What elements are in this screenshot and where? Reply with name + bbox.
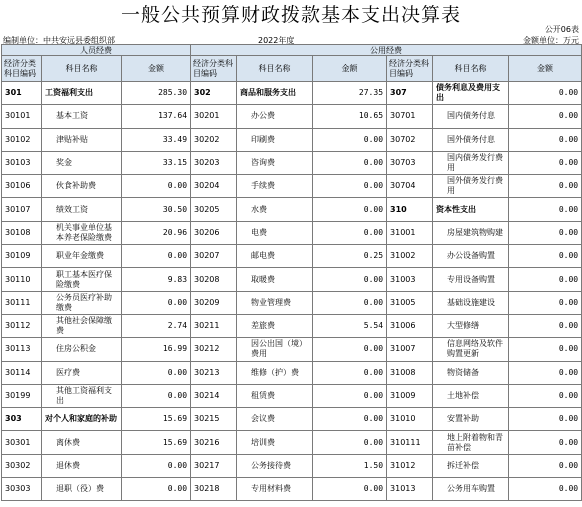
name-cell: 伙食补助费 <box>42 175 122 198</box>
name-cell: 国内债务付息 <box>433 105 509 128</box>
col-header-name: 科目名称 <box>433 56 509 82</box>
table-row <box>2 268 582 291</box>
public-header: 公用经费 <box>191 45 582 56</box>
name-cell: 土地补偿 <box>433 384 509 407</box>
name-cell: 房屋建筑物购建 <box>433 221 509 244</box>
code-cell: 30201 <box>191 105 237 128</box>
code-cell: 30218 <box>191 478 237 501</box>
code-cell: 30113 <box>2 338 42 361</box>
amount-cell: 0.00 <box>313 175 387 198</box>
col-header-name: 科目名称 <box>237 56 313 82</box>
table-row <box>2 338 582 361</box>
table-row <box>2 175 582 198</box>
money-unit: 金额单位：万元 <box>523 36 579 45</box>
amount-cell: 20.96 <box>122 221 191 244</box>
name-cell: 津贴补贴 <box>42 128 122 151</box>
amount-cell: 0.00 <box>509 175 582 198</box>
code-cell: 31010 <box>387 408 433 431</box>
name-cell: 基础设施建设 <box>433 291 509 314</box>
name-cell: 办公费 <box>237 105 313 128</box>
expenditure-table <box>1 44 582 501</box>
code-cell: 30703 <box>387 151 433 174</box>
amount-cell: 15.69 <box>122 408 191 431</box>
amount-cell: 16.99 <box>122 338 191 361</box>
code-cell: 30102 <box>2 128 42 151</box>
name-cell: 奖金 <box>42 151 122 174</box>
amount-cell: 0.00 <box>509 245 582 268</box>
name-cell: 国内债务发行费用 <box>433 151 509 174</box>
amount-cell: 0.00 <box>313 221 387 244</box>
col-header-name: 科目名称 <box>42 56 122 82</box>
amount-cell: 0.00 <box>509 82 582 105</box>
amount-cell: 27.35 <box>313 82 387 105</box>
amount-cell: 0.00 <box>122 291 191 314</box>
code-cell: 310 <box>387 198 433 221</box>
code-cell: 30702 <box>387 128 433 151</box>
name-cell: 办公设备购置 <box>433 245 509 268</box>
name-cell: 大型修缮 <box>433 314 509 337</box>
name-cell: 债务利息及费用支出 <box>433 82 509 105</box>
col-header-amount: 金额 <box>122 56 191 82</box>
code-cell: 30205 <box>191 198 237 221</box>
name-cell: 绩效工资 <box>42 198 122 221</box>
amount-cell: 9.83 <box>122 268 191 291</box>
amount-cell: 0.00 <box>122 478 191 501</box>
name-cell: 信息网络及软件购置更新 <box>433 338 509 361</box>
code-cell: 30212 <box>191 338 237 361</box>
name-cell: 专用设备购置 <box>433 268 509 291</box>
amount-cell: 0.00 <box>313 268 387 291</box>
code-cell: 30213 <box>191 361 237 384</box>
name-cell: 电费 <box>237 221 313 244</box>
name-cell: 印刷费 <box>237 128 313 151</box>
table-row <box>2 384 582 407</box>
code-cell: 30107 <box>2 198 42 221</box>
code-cell: 31007 <box>387 338 433 361</box>
amount-cell: 33.15 <box>122 151 191 174</box>
code-cell: 30112 <box>2 314 42 337</box>
amount-cell: 0.00 <box>313 408 387 431</box>
name-cell: 手续费 <box>237 175 313 198</box>
name-cell: 机关事业单位基本养老保险缴费 <box>42 221 122 244</box>
code-cell: 31005 <box>387 291 433 314</box>
code-cell: 30109 <box>2 245 42 268</box>
table-row <box>2 431 582 454</box>
code-cell: 302 <box>191 82 237 105</box>
table-row <box>2 478 582 501</box>
name-cell: 地上附着物和青苗补偿 <box>433 431 509 454</box>
table-row <box>2 291 582 314</box>
code-cell: 30217 <box>191 454 237 477</box>
name-cell: 其他工资福利支出 <box>42 384 122 407</box>
amount-cell: 2.74 <box>122 314 191 337</box>
amount-cell: 0.00 <box>122 361 191 384</box>
code-cell: 30211 <box>191 314 237 337</box>
code-cell: 303 <box>2 408 42 431</box>
name-cell: 资本性支出 <box>433 198 509 221</box>
name-cell: 差旅费 <box>237 314 313 337</box>
code-cell: 301 <box>2 82 42 105</box>
table-body <box>2 82 582 501</box>
table-row <box>2 82 582 105</box>
code-cell: 30303 <box>2 478 42 501</box>
code-cell: 310111 <box>387 431 433 454</box>
amount-cell: 0.00 <box>313 361 387 384</box>
table-row <box>2 361 582 384</box>
amount-cell: 0.00 <box>509 431 582 454</box>
name-cell: 会议费 <box>237 408 313 431</box>
name-cell: 取暖费 <box>237 268 313 291</box>
col-header-code: 经济分类科目编码 <box>387 56 433 82</box>
code-cell: 31001 <box>387 221 433 244</box>
col-header-amount: 金额 <box>509 56 582 82</box>
table-row <box>2 245 582 268</box>
amount-cell: 5.54 <box>313 314 387 337</box>
code-cell: 31008 <box>387 361 433 384</box>
name-cell: 退职（役）费 <box>42 478 122 501</box>
name-cell: 工资福利支出 <box>42 82 122 105</box>
amount-cell: 1.50 <box>313 454 387 477</box>
amount-cell: 285.30 <box>122 82 191 105</box>
amount-cell: 0.25 <box>313 245 387 268</box>
code-cell: 30106 <box>2 175 42 198</box>
code-cell: 30203 <box>191 151 237 174</box>
code-cell: 31009 <box>387 384 433 407</box>
code-cell: 30207 <box>191 245 237 268</box>
form-number: 公开06表 <box>544 25 579 34</box>
amount-cell: 10.65 <box>313 105 387 128</box>
name-cell: 拆迁补偿 <box>433 454 509 477</box>
amount-cell: 0.00 <box>509 221 582 244</box>
amount-cell: 0.00 <box>313 384 387 407</box>
amount-cell: 0.00 <box>313 198 387 221</box>
code-cell: 30111 <box>2 291 42 314</box>
name-cell: 对个人和家庭的补助 <box>42 408 122 431</box>
name-cell: 住房公积金 <box>42 338 122 361</box>
name-cell: 其他社会保障缴费 <box>42 314 122 337</box>
name-cell: 退休费 <box>42 454 122 477</box>
name-cell: 职工基本医疗保险缴费 <box>42 268 122 291</box>
name-cell: 商品和服务支出 <box>237 82 313 105</box>
name-cell: 公务接待费 <box>237 454 313 477</box>
name-cell: 国外债务发行费用 <box>433 175 509 198</box>
table-row <box>2 198 582 221</box>
name-cell: 邮电费 <box>237 245 313 268</box>
name-cell: 物业管理费 <box>237 291 313 314</box>
code-cell: 30103 <box>2 151 42 174</box>
code-cell: 31006 <box>387 314 433 337</box>
code-cell: 30215 <box>191 408 237 431</box>
amount-cell: 0.00 <box>313 291 387 314</box>
col-header-amount: 金额 <box>313 56 387 82</box>
code-cell: 30114 <box>2 361 42 384</box>
code-cell: 30110 <box>2 268 42 291</box>
table-row <box>2 105 582 128</box>
amount-cell: 0.00 <box>122 245 191 268</box>
col-header-code: 经济分类科目编码 <box>2 56 42 82</box>
amount-cell: 0.00 <box>509 408 582 431</box>
code-cell: 30199 <box>2 384 42 407</box>
code-cell: 31013 <box>387 478 433 501</box>
page-title: 一般公共预算财政拨款基本支出决算表 <box>120 4 461 26</box>
amount-cell: 0.00 <box>313 338 387 361</box>
name-cell: 基本工资 <box>42 105 122 128</box>
name-cell: 维修（护）费 <box>237 361 313 384</box>
name-cell: 咨询费 <box>237 151 313 174</box>
amount-cell: 0.00 <box>122 384 191 407</box>
amount-cell: 0.00 <box>509 478 582 501</box>
col-header-code: 经济分类科目编码 <box>191 56 237 82</box>
code-cell: 31012 <box>387 454 433 477</box>
amount-cell: 0.00 <box>509 314 582 337</box>
personnel-header: 人员经费 <box>2 45 191 56</box>
name-cell: 离休费 <box>42 431 122 454</box>
amount-cell: 0.00 <box>509 361 582 384</box>
name-cell: 物资储备 <box>433 361 509 384</box>
table-row <box>2 151 582 174</box>
code-cell: 30108 <box>2 221 42 244</box>
table-row <box>2 408 582 431</box>
code-cell: 30701 <box>387 105 433 128</box>
name-cell: 培训费 <box>237 431 313 454</box>
code-cell: 30204 <box>191 175 237 198</box>
code-cell: 30704 <box>387 175 433 198</box>
fiscal-year: 2022年度 <box>258 36 295 45</box>
amount-cell: 0.00 <box>509 151 582 174</box>
table-row <box>2 128 582 151</box>
compiling-unit: 编制单位：中共安远县委组织部 <box>3 36 115 45</box>
name-cell: 租赁费 <box>237 384 313 407</box>
amount-cell: 0.00 <box>313 151 387 174</box>
amount-cell: 0.00 <box>122 454 191 477</box>
name-cell: 专用材料费 <box>237 478 313 501</box>
name-cell: 公务员医疗补助缴费 <box>42 291 122 314</box>
code-cell: 307 <box>387 82 433 105</box>
code-cell: 30301 <box>2 431 42 454</box>
amount-cell: 30.50 <box>122 198 191 221</box>
table-row <box>2 454 582 477</box>
name-cell: 国外债务付息 <box>433 128 509 151</box>
amount-cell: 0.00 <box>509 291 582 314</box>
name-cell: 职业年金缴费 <box>42 245 122 268</box>
code-cell: 30202 <box>191 128 237 151</box>
name-cell: 医疗费 <box>42 361 122 384</box>
amount-cell: 0.00 <box>509 198 582 221</box>
code-cell: 31003 <box>387 268 433 291</box>
amount-cell: 0.00 <box>313 128 387 151</box>
amount-cell: 0.00 <box>122 175 191 198</box>
name-cell: 公务用车购置 <box>433 478 509 501</box>
amount-cell: 0.00 <box>509 268 582 291</box>
table-row <box>2 221 582 244</box>
code-cell: 31002 <box>387 245 433 268</box>
code-cell: 30214 <box>191 384 237 407</box>
amount-cell: 0.00 <box>509 454 582 477</box>
amount-cell: 0.00 <box>509 128 582 151</box>
amount-cell: 0.00 <box>313 478 387 501</box>
amount-cell: 0.00 <box>509 384 582 407</box>
code-cell: 30206 <box>191 221 237 244</box>
code-cell: 30216 <box>191 431 237 454</box>
name-cell: 水费 <box>237 198 313 221</box>
amount-cell: 15.69 <box>122 431 191 454</box>
code-cell: 30302 <box>2 454 42 477</box>
amount-cell: 0.00 <box>313 431 387 454</box>
code-cell: 30209 <box>191 291 237 314</box>
amount-cell: 0.00 <box>509 105 582 128</box>
table-row <box>2 314 582 337</box>
amount-cell: 137.64 <box>122 105 191 128</box>
amount-cell: 0.00 <box>509 338 582 361</box>
amount-cell: 33.49 <box>122 128 191 151</box>
code-cell: 30208 <box>191 268 237 291</box>
name-cell: 因公出国（境）费用 <box>237 338 313 361</box>
name-cell: 安置补助 <box>433 408 509 431</box>
code-cell: 30101 <box>2 105 42 128</box>
